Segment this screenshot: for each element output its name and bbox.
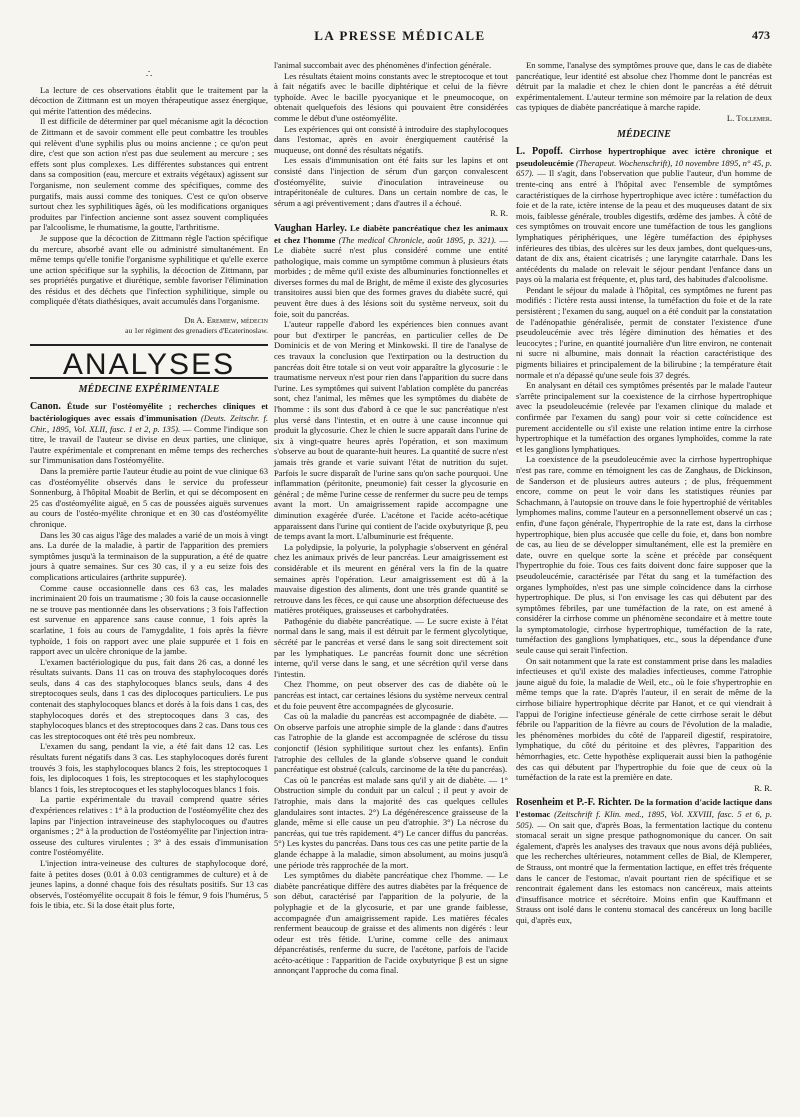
paragraph: La polydipsie, la polyurie, la polyphagie s'observent en général chez les animaux privés de leur pancréas. Leur amaigrissement est considérable et ils meurent en général vers la fin de la quatre semaines après l'opération. Leur amaigrissement est dû à la mauvaise digestion des aliments, dont une très grande quantité se retrouve dans les fèces, ce qui cause une absorption défectueuse des matières protéiques, graisseuses et carbohydratées.	[274, 541, 508, 616]
paragraph: Dans les 30 cas aigus l'âge des malades a varié de un mois à vingt ans. La durée de la maladie, à partir de l'apparition des premiers symptômes jusqu'à la terminaison de la suppuration, a été de quatre jours à quatre semaines. Sur ces 30 cas, il y a eu seize fois des complications articulaires (arthrite suppurée).	[30, 529, 268, 582]
article-citation: (Therapeut. Wochenschrift), 10 novembre 1895, n° 45, p. 657).	[516, 157, 772, 179]
paragraph: La lecture de ces observations établit que le traitement par la décoction de Zittmann est un moyen thérapeutique assez énergique, qui mérite l'attention des médecins.	[30, 84, 268, 116]
paragraph: On sait notamment que la rate est constamment prise dans les maladies infectieuses et qu'il existe des maladies infectieuses, comme l'atrophie jaune aiguë du foie, la maladie de Weil, etc., où le foie s'hypertrophie en même temps que la rate. D'après l'auteur, il en serait de même de la cirrhose biliaire hypertrophique décrite par Hanot, et ce qui viendrait à l'appui de l'origine infectieuse générale de cette cirrhose serait le début fébrile ou l'apparition de la fièvre au cours de l'évolution de la maladie, les phénomènes morbides du côté de l'appareil digestif, respiratoire, lymphatique, du côté du péritoine et des plèvres, l'apparition des hémorrhagies, etc. Cette hypothèse expliquerait aussi bien la pathogénie des cas qui débutent par l'hypertrophie du foie que de ceux où la tuméfaction de la rate est la première en date.	[516, 655, 772, 783]
paragraph: Je suppose que la décoction de Zittmann règle l'action spécifique du mercure, absorbé avant elle ou administré simultanément. En même temps qu'elle tonifie l'organisme syphilitique et qu'elle exerce une action spécifique sur la syphilis, la décoction de Zittmann, par ses propriétés purgative et diurétique, semble favoriser l'élimination des résidus et des déchets que l'infection syphilitique, simple ou compliquée d'états diathésiques, avait accumulés dans l'organisme.	[30, 232, 268, 307]
article-title: Cirrhose hypertrophique avec ictère chronique et pseudoleucémie	[516, 146, 772, 168]
article-citation: (Zeitschrift f. Klin. med., 1895, Vol. XXVIII, fasc. 5 et 6, p. 505).	[516, 808, 772, 830]
article-lead: — Le diabète sucré n'est plus considéré comme une entité pathologique, mais comme un symptôme commun à plusieurs états morbides ; de même qu'il existe des albuminuries fonctionnelles et diverses formes du mal de Bright, de même il existe des glycosuries transitoires aussi bien que des formes graves du diabète sucré, qui peuvent être dues à des lésions soit du système nerveux, soit du foie, soit du pancréas.	[274, 234, 508, 319]
article-citation: (Deuts. Zeitschr. f. Chir., 1895, Vol. XLII, fasc. 1 et 2, p. 135).	[30, 413, 268, 434]
running-title: LA PRESSE MÉDICALE	[314, 28, 486, 43]
article-title: Étude sur l'ostéomyélite ; recherches cliniques et bactériologiques avec essais d'immunisation	[30, 401, 268, 424]
reviewer-initials: R. R.	[490, 208, 508, 219]
article-lead: — Il s'agit, dans l'observation que publie l'auteur, d'un homme de trente-cinq ans entré à l'hôpital avec l'ensemble de symptômes caractéristiques de la cirrhose hypertrophique avec ictère : tuméfaction du foie et de la rate, ictère intense de la peau et des muqueuses datant de six mois, faiblesse générale, troubles digestifs, œdème des jambes. À côté de ces symptômes on trouvait encore une tuméfaction de tous les ganglions lymphatiques périphériques, une légère tuméfaction des épiphyses inférieures des tibias, des ulcères sur les deux jambes, dont quelques-uns, datant de dix ans, étaient cicatrisés ; une laryngite catarrhale. Dans les antécédents du malade on relevait le séjour pendant l'enfance dans un pays où la malaria est fréquente, et, plus tard, des habitudes d'alcoolisme.	[516, 168, 773, 285]
signature-affiliation: au 1er régiment des grenadiers d'Ecaterinoslaw.	[125, 325, 268, 335]
page-header	[30, 28, 770, 50]
paragraph: Les expériences qui ont consisté à introduire des staphylocoques dans l'estomac, après en avoir énergiquement cautérisé la muqueuse, ont donné des résultats négatifs.	[274, 123, 508, 155]
article-title: De la formation d'acide lactique dans l'estomac	[516, 797, 772, 819]
article-author: Canon.	[30, 401, 61, 413]
subsection-heading: MÉDECINE EXPÉRIMENTALE	[78, 383, 220, 395]
divider	[30, 344, 268, 346]
paragraph: Les résultats étaient moins constants avec le streptocoque et tout à fait négatifs avec le bacille diphtérique et celui de la fièvre typhoïde. Avec le bacille pyocyanique et le pneumocoque, on obtenait quelquefois des lésions qui pouvaient être considérées comme le début d'une ostéomyélite.	[274, 70, 508, 123]
article-lead: — Comme l'indique son titre, le travail de l'auteur se divise en deux parties, une clinique, l'autre expérimentale et comprenant en même temps des recherches sur l'immunisation dans l'ostéomyélite.	[30, 423, 269, 466]
paragraph: L'auteur rappelle d'abord les expériences bien connues avant pour but d'extirper le pancréas, en particulier celles de De Dominicis et de von Mering et Minkowski. Il tire de l'analyse de ces travaux la conclusion que l'extirpation ou la destruction du pancréas doit être totale si on veut voir apparaître la glycosurie : le traumatisme nerveux n'est pour rien dans l'apparition du sucre dans l'urine. Les symptômes qui suivent l'ablation complète du pancréas sont, chez l'animal, les mêmes que les symptômes du diabète de l'homme : ils sont dus d'abord à ce que le suc pancréatique n'est plus versé dans l'intestin, et en outre à une cause inconnue qui produit la glycosurie. Chez le chien le sucre apparaît dans l'urine de six à vingt-quatre heures après l'opération, et son maximum s'observe au bout de quarante-huit heures. La quantité de sucre n'est jamais très grande et varie suivant l'état de nutrition du sujet. Parfois le sucre disparaît de l'urine sans qu'on sache pourquoi. Une inflammation (péritonite, pneumonie) fait cesser la glycosurie en général ; de même l'urine cesse de renfermer du sucre peu de temps avant la mort. Un amaigrissement rapide accompagne une diminution exagérée d'urée. L'acétone et l'acide acéto-acétique apparaissent dans l'urine qui contient de l'acide oxybutyrique β, peu de temps avant la mort. L'albuminurie est fréquente.	[274, 319, 508, 542]
column-1	[30, 70, 268, 911]
paragraph: L'injection intra-veineuse des cultures de staphylocoque doré, faite à petites doses (0.01 à 0.03 centigrammes de culture) et à de jeunes lapins, a donné chaque fois des résultats positifs. Sur 13 cas observés, l'ostéomyélite occupait 8 fois le fémur, 9 fois l'humérus, 5 fois le tibia, etc. Si la dose était plus forte,	[30, 857, 268, 911]
paragraph: Dans la première partie l'auteur étudie au point de vue clinique 63 cas d'ostéomyélite observés dans le service du professeur Sonnenburg, à l'hôpital Moabit de Berlin, et qui se décomposent en 25 cas d'ostéomyélite aiguë, en 5 cas de poussées aiguës survenues au cours de l'ostéo-myélite chronique et en 30 cas d'ostéomyélite chronique.	[30, 466, 268, 529]
article-heading	[274, 223, 508, 319]
article-lead: — On sait que, d'après Boas, la fermentation lactique du contenu stomacal serait un signe presque pathognomonique du cancer. On sait également, d'après les analyses des travaux que nous avons déjà publiées, que les recherches ultérieures, notamment celles de Bial, de Klemperer, de Strauss, ont montré que la fermentation lactique, en effet très fréquente dans le cancer de l'estomac, n'avait pourtant rien de spécifique et se rencontrait également dans les estomacs non cancéreux, mais atteints d'insuffisance motrice et sécrétoire. Moins enfin que Kauffmann et Strauss ont isolé dans le contenu stomacal des cancéreux un long bacille qui, d'après eux,	[516, 819, 772, 925]
article-heading	[516, 146, 772, 285]
paragraph: L'examen bactériologique du pus, fait dans 26 cas, a donné les résultats suivants. Dans 11 cas on trouva des staphylocoques dorés seuls, dans 4 cas des staphylocoques blancs seuls, dans 4 des streptocoques seuls, dans 1 cas des diplocoques particuliers. Le pus contenait des staphylocoques blancs et dorés à la fois dans 1 cas, des staphylocoques dorés et des streptocoques dans 3 cas, des staphylocoques blancs et des streptocoques dans 2 cas. Dans tous ces cas les streptocoques ont été très peu nombreux.	[30, 656, 268, 741]
paragraph: Chez l'homme, on peut observer des cas de diabète où le pancréas est intact, car certaines lésions du système nerveux central et du foie peuvent être accompagnées de glycosurie.	[274, 679, 508, 711]
paragraph: La partie expérimentale du travail comprend quatre séries d'expériences relatives : 1° à la production de l'ostéomyélite chez des lapins par l'injection intraveineuse des staphylocoques ou d'autres organismes ; 2° à la production de l'ostéomyélite par l'injection intra-osseuse des cultures virulentes ; 3° à des essais d'immunisation contre l'ostéomyélite.	[30, 794, 268, 858]
subsection-heading: MÉDECINE	[617, 128, 671, 140]
paragraph: Cas où le pancréas est malade sans qu'il y ait de diabète. — 1° Obstruction simple du conduit par un calcul ; il peut y avoir de l'atrophie, mais dans la majorité des cas quelques cellules glandulaires sont intactes. 2°) La dégénérescence graisseuse de la glande, même si elle cause un peu d'atrophie. 3°) La nécrose du pancréas, qui tue très rapidement. 4°) Le cancer diffus du pancréas. 5°) Les kystes du pancréas. Dans tous ces cas une petite partie de la glande échappe à la maladie, simon absolument, au moins jusqu'à une période très rapprochée de la mort.	[274, 774, 508, 870]
paragraph: l'animal succombait avec des phénomènes d'infection générale.	[274, 60, 492, 70]
reviewer-initials: R. R.	[754, 782, 772, 793]
page-number: 473	[752, 28, 770, 42]
paragraph: En somme, l'analyse des symptômes prouve que, dans le cas de diabète pancréatique, leur identité est absolue chez l'homme dont le pancréas est détruit par la maladie et chez le chien dont le pancréas a été détruit expérimentalement. L'auteur termine son mémoire par la relation de deux cas typiques de diabète pancréatique à marche rapide.	[516, 60, 772, 113]
paragraph: Pendant le séjour du malade à l'hôpital, ces symptômes ne furent pas modifiés : l'ictère resta aussi intense, la tuméfaction du foie et de la rate persistèrent ; l'examen du sang, auquel on a été conduit par la constatation de l'adénopathie généralisée, permit de constater l'existence d'une pseudoleucémie avec très légère diminution des hématies et des leucocytes ; l'urine, en quantité journalière d'un litre environ, ne contenait ni sucre ni albumine, mais donnait la réaction caractéristique des pigments biliaires et principalement de la bilirubine ; la température était normale et n'a dépassé qu'une seule fois 37 degrés.	[516, 284, 772, 380]
signature: Dr A. Eremiew, médecin	[184, 315, 268, 326]
paragraph: L'examen du sang, pendant la vie, a été fait dans 12 cas. Les résultats furent négatifs dans 3 cas. Les staphylocoques dorés furent trouvés 3 fois, les staphylocoques blancs 2 fois, les streptocoques 1 fois, les diplocoques 1 fois, les streptocoques et les staphylocoques blancs 1 fois, les streptocoques et les staphylocoques blancs 1 fois.	[30, 741, 268, 794]
paragraph: Il est difficile de déterminer par quel mécanisme agit la décoction de Zittmann et de savoir comment elle peut combattre les troubles qui relèvent d'une syphilis plus ou moins ancienne ; ce qu'on peut dire, c'est que son action n'est pas due seulement au mercure ; ses effets sont plus complexes. Les différentes substances qui entrent dans sa composition (eau, mercure et extraits végétaux) agissent sur l'organisme, non seulement comme des spécifiques, comme des purgatifs, mais aussi comme des toniques. C'est ce qu'on observe surtout chez les syphilitiques âgés, où les modifications organiques produites par l'infection ancienne sont assez souvent compliquées par l'alcoolisme, le rhumatisme, la goutte, l'arthritisme.	[30, 116, 268, 233]
article-author: Vaughan Harley.	[274, 222, 347, 234]
column-3	[516, 60, 772, 926]
section-title: ANALYSES	[62, 348, 236, 382]
paragraph: Pathogénie du diabète pancréatique. — Le sucre existe à l'état normal dans le sang, mais il est détruit par le ferment glycolytique, sécrété par le pancréas et versé dans le sang soit directement soit par les lymphatiques. Le pancréas fournit donc une sécrétion interne, qu'il verse dans le sang, et une sécrétion qu'il verse dans l'intestin.	[274, 615, 508, 679]
paragraph: Les symptômes du diabète pancréatique chez l'homme. — Le diabète pancréatique diffère des autres diabètes par la fréquence de son début, caractérisé par l'apparition de la polyurie, de la polyphagie et de la glycosurie, et par une grande faiblesse, accompagnée d'un amaigrissement rapide. Les matières fécales renferment beaucoup de graisse et des aliments non digérés : leur odeur est très fétide. L'urine, comme celle des animaux dépancréatisés, renferme du sucre, de l'acétone, parfois de l'acide acéto-acétique : l'apparition de l'acide oxybutyrique β est un signe annonçant l'approche du coma final.	[274, 870, 508, 976]
paragraph: Comme cause occasionnelle dans ces 63 cas, les malades incriminaient 20 fois un traumatisme ; 30 fois la cause occasionnelle ne se trouve pas mentionnée dans les observations ; 3 fois l'affection est survenue en apparence sans cause connue, 1 fois après la scarlatine, 1 fois au cours de l'amygdalite, 1 fois après la fièvre typhoïde, 1 fois on rapport avec une plaie suppurée et 1 fois en rapport avec un ulcère chronique de la jambe.	[30, 582, 268, 657]
article-author: Rosenheim et P.-F. Richter.	[516, 797, 632, 809]
article-citation: (The medical Chronicle, août 1895, p. 321).	[338, 234, 497, 245]
paragraph: Les essais d'immunisation ont été faits sur les lapins et ont consisté dans l'injection de sérum d'un garçon convalescent d'ostéomyélite, suivie d'inoculation intraveineuse ou intrapéritonéale de cultures. Dans un certain nombre de cas, le sérum a agi préventivement ; dans d'autres il a échoué.	[274, 155, 508, 208]
reviewer-signature: L. Tollemer.	[726, 112, 772, 123]
paragraph: Cas où la maladie du pancréas est accompagnée de diabète. — On observe parfois une atrophie simple de la glande : dans d'autres cas l'atrophie de la glande est accompagnée de sclérose du tissu conjonctif (lésion syphilitique surtout chez les enfants). Enfin l'atrophie des cellules de la glande s'observe quand le conduit pancréatique est obstrué (calculs, carcinome de la tête du pancréas).	[274, 711, 508, 775]
ornament: ∴	[145, 69, 153, 80]
article-title: Le diabète pancréatique chez les animaux et chez l'homme	[274, 222, 509, 245]
article-heading	[30, 401, 268, 466]
article-author: L. Popoff.	[516, 146, 563, 158]
article-heading	[516, 797, 772, 925]
column-2	[274, 60, 508, 976]
paragraph: La coexistence de la pseudoleucémie avec la cirrhose hypertrophique n'est pas rare, comme en témoignent les cas de Zanghaus, de Dickinson, de Sanderson et de plusieurs autres auteurs ; de plus, fréquemment encore, comme on peut le voir dans les statistiques réunies par Schachmann, à l'autopsie on trouve dans le foie hypertrophié de véritables lymphomes malins, comme l'auteur en a personnellement observé un cas ; enfin, d'une façon générale, l'hypertrophie de la rate est, dans la cirrhose hypertrophique, bien plus accusée que celle du foie, et, dans bon nombre de cas, au lieu de se développer simultanément, elle est la première en date, ouvre en quelque sorte la scène et précède par conséquent l'hypertrophie du foie. Tous ces faits doivent donc faire supposer que la pseudoleucémie, caractérisée par l'état du sang et la tuméfaction des organes lymphoïdes, n'est pas une simple coïncidence dans la cirrhose hypertrophique. De plus, si l'on envisage les cas qui débutent par des symptômes fébriles, par une tuméfaction de la rate, on est amené à considérer la cirrhose comme un phénomène secondaire et à mettre toute la symptomatologie, cirrhose hypertrophique, tuméfaction de la rate, tuméfaction des ganglions lymphatiques, etc., sous la dépendance d'une seule cause qui serait l'infection.	[516, 454, 772, 656]
paragraph: En analysant en détail ces symptômes présentés par le malade l'auteur s'arrête principalement sur la coexistence de la cirrhose hypertrophique avec la pseudoleucémie (relevée par l'examen clinique du malade et confirmée par l'examen du sang) pour voir si cette coïncidence est purement accidentelle ou s'il existe une relation intime entre la cirrhose hypertrophique et la tuméfaction des organes lymphoïdes, comme la rate et les ganglions lymphatiques.	[516, 380, 772, 454]
